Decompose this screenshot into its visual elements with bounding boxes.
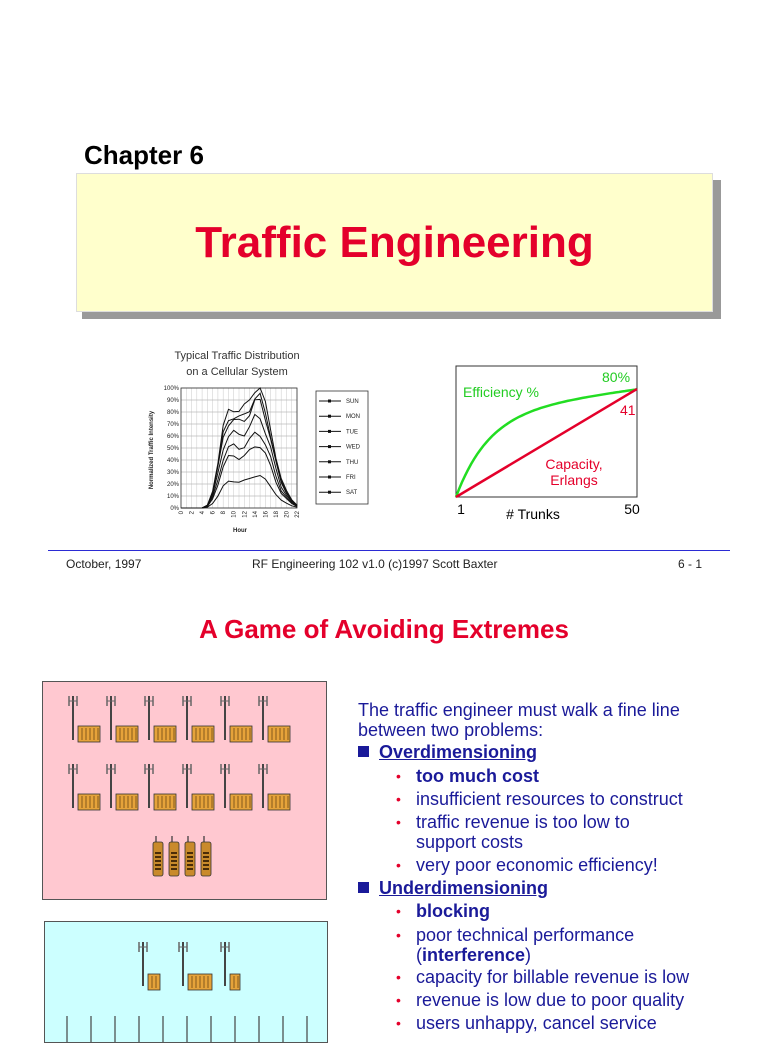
phone-key [187, 864, 193, 866]
cell-tower-icon [139, 942, 147, 986]
phone-body [201, 842, 211, 876]
y-tick-label: 80% [166, 410, 179, 416]
equipment-rack-icon [268, 726, 290, 742]
legend-box [316, 391, 368, 504]
phone-key [155, 860, 161, 862]
rack-body [154, 726, 176, 742]
phone-key [203, 852, 209, 854]
list-item: • insufficient resources to construct [396, 789, 683, 809]
equipment-rack-icon [148, 974, 160, 990]
legend-label: FRI [346, 475, 356, 481]
square-bullet-icon [358, 882, 369, 893]
rack-body [116, 794, 138, 810]
rack-body [78, 726, 100, 742]
rack-body [148, 974, 160, 990]
phone-key [171, 852, 177, 854]
bullet-icon: • [396, 903, 401, 919]
phone-key [187, 860, 193, 862]
rack-body [230, 794, 252, 810]
phone-key [203, 868, 209, 870]
rack-body [230, 726, 252, 742]
list-item: • too much cost [396, 766, 540, 786]
legend-label: MON [346, 414, 360, 421]
footer-course: RF Engineering 102 v1.0 (c)1997 Scott Baxter [252, 557, 498, 571]
legend-marker [328, 460, 331, 463]
phone-key [155, 868, 161, 870]
mobile-phone-icon [185, 836, 195, 876]
phone-key [203, 856, 209, 858]
equipment-rack-icon [230, 974, 240, 990]
y-ticks [164, 386, 180, 512]
cell-tower-icon [183, 696, 191, 740]
cell-tower-icon [69, 696, 77, 740]
bullet-icon: • [396, 768, 401, 784]
capacity-label-line2: Erlangs [550, 472, 598, 488]
cell-tower-icon [259, 696, 267, 740]
legend-label: TUE [346, 429, 358, 436]
phone-key [155, 856, 161, 858]
bullet-icon: • [396, 814, 401, 830]
x-ticks [179, 510, 301, 517]
chapter-label: Chapter 6 [84, 140, 204, 170]
phone-key [187, 852, 193, 854]
x-tick-label: 8 [221, 511, 228, 515]
y-tick-label: 50% [166, 446, 179, 452]
rack-body [192, 794, 214, 810]
legend-marker [328, 476, 331, 479]
cell-tower-icon [145, 696, 153, 740]
x-axis-label: # Trunks [506, 506, 560, 522]
efficiency-percent-label: 80% [602, 369, 631, 385]
x-tick-label: 12 [242, 511, 249, 518]
equipment-rack-icon [116, 794, 138, 810]
cell-tower-icon [183, 764, 191, 808]
bullet-icon: • [396, 791, 401, 807]
phone-body [169, 842, 179, 876]
phone-key [203, 860, 209, 862]
x-axis-label: Hour [233, 528, 247, 534]
phone-key [203, 864, 209, 866]
equipment-rack-icon [78, 794, 100, 810]
legend-marker [328, 430, 331, 433]
legend-marker [328, 491, 331, 494]
x-tick-label: 10 [231, 511, 238, 518]
equipment-rack-icon [78, 726, 100, 742]
y-tick-label: 0% [170, 506, 179, 512]
rack-body [268, 726, 290, 742]
rack-body [78, 794, 100, 810]
phone-key [171, 864, 177, 866]
bullet-icon: • [396, 927, 401, 943]
list-item: • traffic revenue is too low to support costs [396, 812, 630, 852]
equipment-rack-icon [154, 794, 176, 810]
legend-label: THU [346, 459, 359, 466]
legend-label: SAT [346, 490, 358, 497]
cell-tower-icon [69, 764, 77, 808]
footer-divider [48, 550, 730, 551]
y-tick-label: 60% [166, 434, 179, 440]
section-heading-underdimensioning: Underdimensioning [358, 878, 548, 899]
list-item: • blocking [396, 901, 491, 921]
cell-tower-icon [259, 764, 267, 808]
phone-body [185, 842, 195, 876]
underdimensioned-illustration [44, 921, 328, 1043]
legend-label: SUN [346, 399, 359, 405]
cell-tower-icon [145, 764, 153, 808]
mobile-phone-icon [201, 836, 211, 876]
list-item: • users unhappy, cancel service [396, 1013, 657, 1033]
rack-body [230, 974, 240, 990]
traffic-distribution-figure [145, 346, 375, 536]
bullet-icon: • [396, 857, 401, 873]
x-tick-label: 4 [200, 511, 207, 515]
equipment-rack-icon [154, 726, 176, 742]
equipment-rack-icon [192, 726, 214, 742]
phone-key [187, 868, 193, 870]
mobile-phone-icon [153, 836, 163, 876]
cell-tower-icon [107, 764, 115, 808]
list-item: • very poor economic efficiency! [396, 855, 658, 875]
legend-marker [328, 400, 331, 403]
equipment-rack-icon [230, 794, 252, 810]
legend-label: WED [346, 444, 360, 451]
cell-tower-icon [221, 942, 229, 986]
underdimensioned-sites [45, 922, 327, 1042]
capacity-value-label: 41 [620, 402, 636, 418]
mobile-phone-icon [169, 836, 179, 876]
y-tick-label: 10% [166, 494, 179, 500]
efficiency-label: Efficiency % [463, 384, 539, 400]
square-bullet-icon [358, 746, 369, 757]
list-item: • revenue is low due to poor quality [396, 990, 685, 1010]
overdimensioned-sites [43, 682, 326, 899]
x-tick-label: 18 [273, 511, 280, 518]
slide-title: A Game of Avoiding Extremes [199, 614, 569, 644]
rack-body [154, 794, 176, 810]
equipment-rack-icon [230, 726, 252, 742]
equipment-rack-icon [188, 974, 212, 990]
legend-marker [328, 445, 331, 448]
x-tick-label: 0 [179, 511, 185, 515]
title-box [76, 173, 713, 312]
rack-body [268, 794, 290, 810]
equipment-rack-icon [268, 794, 290, 810]
x-start-label: 1 [457, 501, 465, 517]
figure-title-line2: on a Cellular System [186, 366, 288, 378]
x-end-label: 50 [624, 501, 640, 517]
trunk-efficiency-figure [450, 362, 650, 527]
x-tick-label: 20 [284, 511, 291, 518]
rack-body [192, 726, 214, 742]
capacity-label-line1: Capacity, [545, 456, 603, 472]
equipment-rack-icon [116, 726, 138, 742]
x-tick-label: 2 [189, 511, 196, 515]
legend-marker [328, 415, 331, 418]
x-tick-label: 6 [210, 511, 217, 515]
page-title: Traffic Engineering [195, 218, 594, 267]
phone-key [155, 864, 161, 866]
y-tick-label: 90% [166, 398, 179, 404]
phone-body [153, 842, 163, 876]
y-tick-label: 30% [166, 470, 179, 476]
rack-body [116, 726, 138, 742]
y-tick-label: 100% [163, 386, 179, 392]
section-heading-overdimensioning: Overdimensioning [358, 742, 537, 763]
cell-tower-icon [221, 696, 229, 740]
figure-title-line1: Typical Traffic Distribution [174, 350, 300, 362]
bullet-icon: • [396, 1015, 401, 1031]
footer-date: October, 1997 [66, 557, 142, 571]
y-tick-label: 20% [166, 482, 179, 488]
x-tick-label: 16 [263, 511, 270, 518]
y-axis-label: Normalized Traffic Intensity [149, 410, 155, 490]
bullet-icon: • [396, 992, 401, 1008]
list-item: • poor technical performance (interference) [396, 925, 635, 965]
cell-tower-icon [107, 696, 115, 740]
cell-tower-icon [221, 764, 229, 808]
phone-key [155, 852, 161, 854]
footer-page-number: 6 - 1 [678, 557, 703, 571]
phone-key [171, 868, 177, 870]
phone-key [187, 856, 193, 858]
intro-text: The traffic engineer must walk a fine line between two problems: [358, 700, 680, 740]
equipment-rack-icon [192, 794, 214, 810]
phone-key [171, 856, 177, 858]
cell-tower-icon [179, 942, 187, 986]
list-item: • capacity for billable revenue is low [396, 967, 690, 987]
y-tick-label: 70% [166, 422, 179, 428]
y-tick-label: 40% [166, 458, 179, 464]
x-tick-label: 22 [295, 511, 301, 518]
bullet-icon: • [396, 969, 401, 985]
overdimensioned-illustration [42, 681, 327, 900]
x-tick-label: 14 [252, 511, 259, 518]
phone-key [171, 860, 177, 862]
